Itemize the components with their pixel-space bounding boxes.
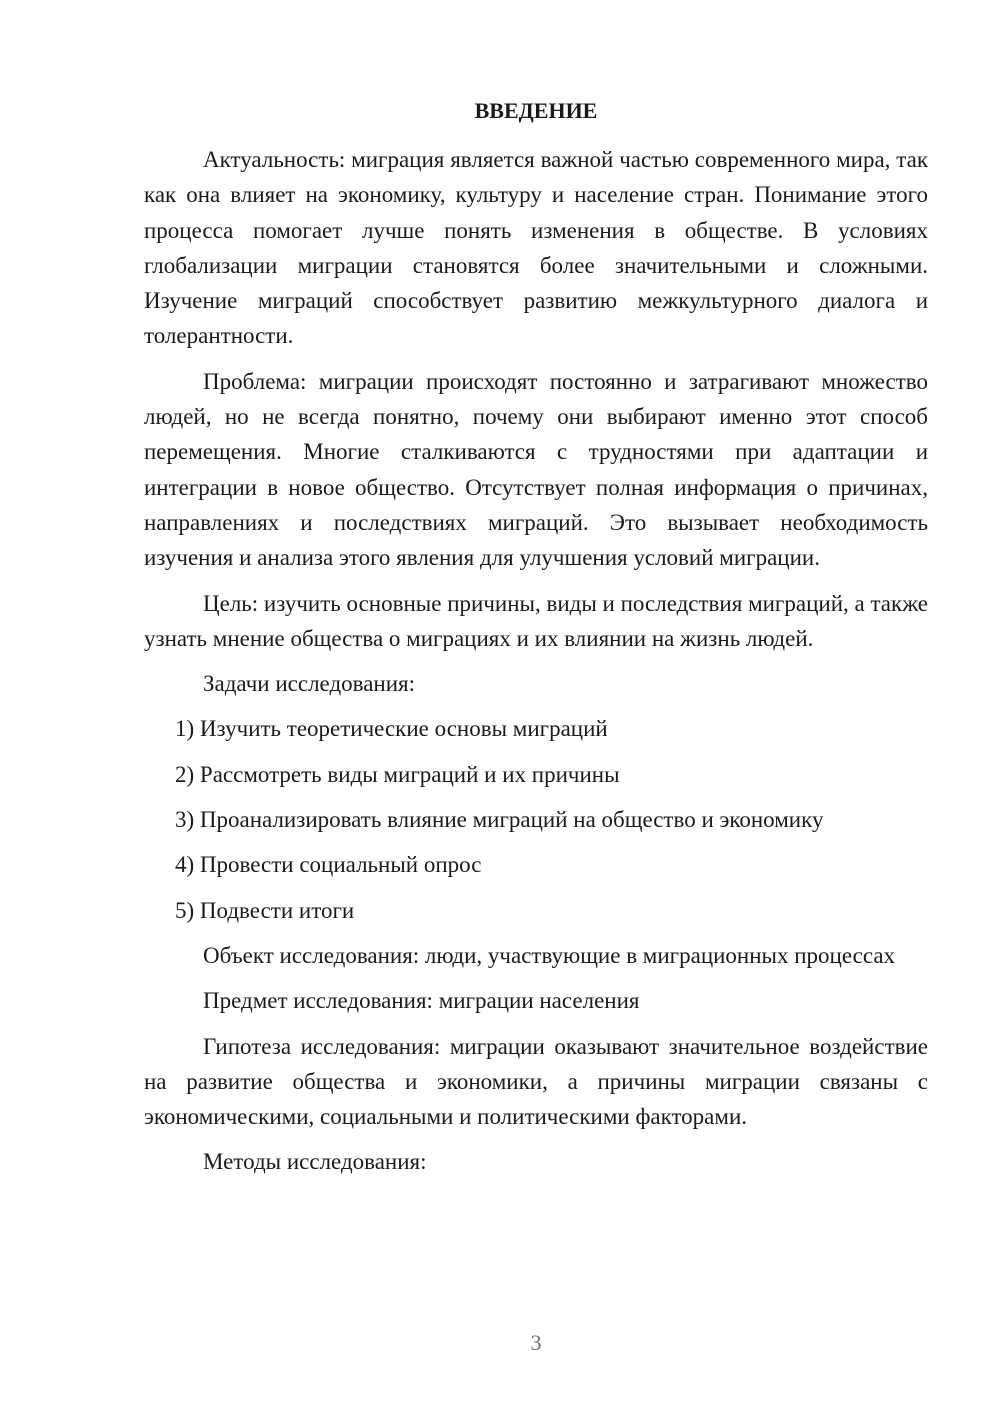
tasks-heading: Задачи исследования: bbox=[203, 671, 416, 697]
page-number: 3 bbox=[530, 1330, 542, 1355]
task-item: 5) Подвести итоги bbox=[175, 897, 355, 923]
task-item: 3) Проанализировать влияние миграций на общество и экономику bbox=[175, 807, 824, 833]
task-item: 1) Изучить теоретические основы миграций bbox=[175, 716, 608, 742]
subject-paragraph: Предмет исследования: миграции населения bbox=[203, 988, 640, 1014]
section-title: ВВЕДЕНИЕ bbox=[474, 98, 598, 123]
object-paragraph: Объект исследования: люди, участвующие в миграционных процессах bbox=[203, 942, 896, 968]
relevance-paragraph: Актуальность: миграция является важной частью современного мира, так как она влияет на экономику, культуру и население стран. Понимание этого процесса помогает лучше понять изменения в обществе. В условиях глобализации миграции становятся более значительными и сложными. Изучение миграций способствует развитию межкультурного диалога и толерантности. bbox=[144, 147, 928, 349]
document-page bbox=[144, 96, 928, 1190]
task-item: 2) Рассмотреть виды миграций и их причины bbox=[175, 761, 620, 787]
problem-paragraph: Проблема: миграции происходят постоянно и затрагивают множество людей, но не всегда понятно, почему они выбирают именно этот способ перемещения. Многие сталкиваются с трудностями при адаптации и интеграции в новое общество. Отсутствует полная информация о причинах, направлениях и последствиях миграций. Это вызывает необходимость изучения и анализа этого явления для улучшения условий миграции. bbox=[144, 368, 928, 571]
hypothesis-paragraph: Гипотеза исследования: миграции оказывают значительное воздействие на развитие общества и экономики, а причины миграции связаны с экономическими, социальными и политическими факторами. bbox=[144, 1033, 928, 1130]
methods-paragraph: Методы исследования: bbox=[203, 1149, 427, 1175]
goal-paragraph: Цель: изучить основные причины, виды и последствия миграций, а также узнать мнение общества о миграциях и их влиянии на жизнь людей. bbox=[144, 590, 928, 651]
task-item: 4) Провести социальный опрос bbox=[175, 852, 482, 878]
